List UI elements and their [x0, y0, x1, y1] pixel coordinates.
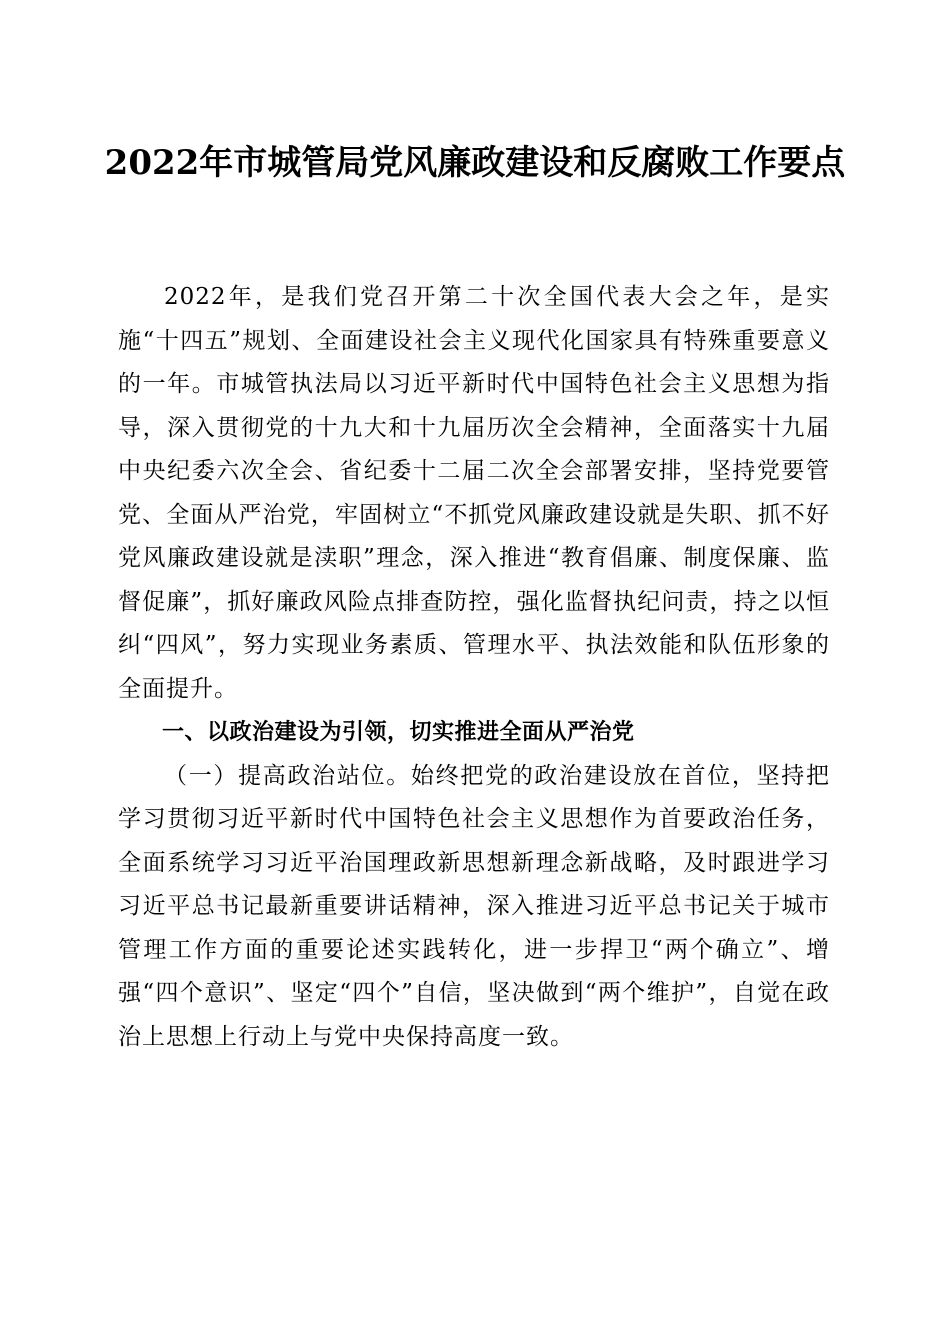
intro-paragraph: 2022年，是我们党召开第二十次全国代表大会之年，是实施“十四五”规划、全面建设社会主义现代化国家具有特殊重要意义的一年。市城管执法局以习近平新时代中国特色社会主义思想为指导，深入贯彻党的十九大和十九届历次全会精神，全面落实十九届中央纪委六次全会、省纪委十二届二次全会部署安排，坚持党要管党、全面从严治党，牢固树立“不抓党风廉政建设就是失职、抓不好党风廉政建设就是渎职”理念，深入推进“教育倡廉、制度保廉、监督促廉”，抓好廉政风险点排查防控，强化监督执纪问责，持之以恒纠“四风”，努力实现业务素质、管理水平、执法效能和队伍形象的全面提升。 — [118, 284, 830, 702]
document-body — [118, 276, 830, 1059]
section-1-heading: 一、以政治建设为引领，切实推进全面从严治党 — [162, 720, 635, 745]
section-1-item-1-paragraph: （一）提高政治站位。始终把党的政治建设放在首位，坚持把学习贯彻习近平新时代中国特色社会主义思想作为首要政治任务，全面系统学习习近平治国理政新思想新理念新战略，及时跟进学习习近平总书记最新重要讲话精神，深入推进习近平总书记关于城市管理工作方面的重要论述实践转化，进一步捍卫“两个确立”、增强“四个意识”、坚定“四个”自信，坚决做到“两个维护”，自觉在政治上思想上行动上与党中央保持高度一致。 — [118, 762, 830, 1050]
document-title: 2022年市城管局党风廉政建设和反腐败工作要点 — [104, 143, 846, 183]
